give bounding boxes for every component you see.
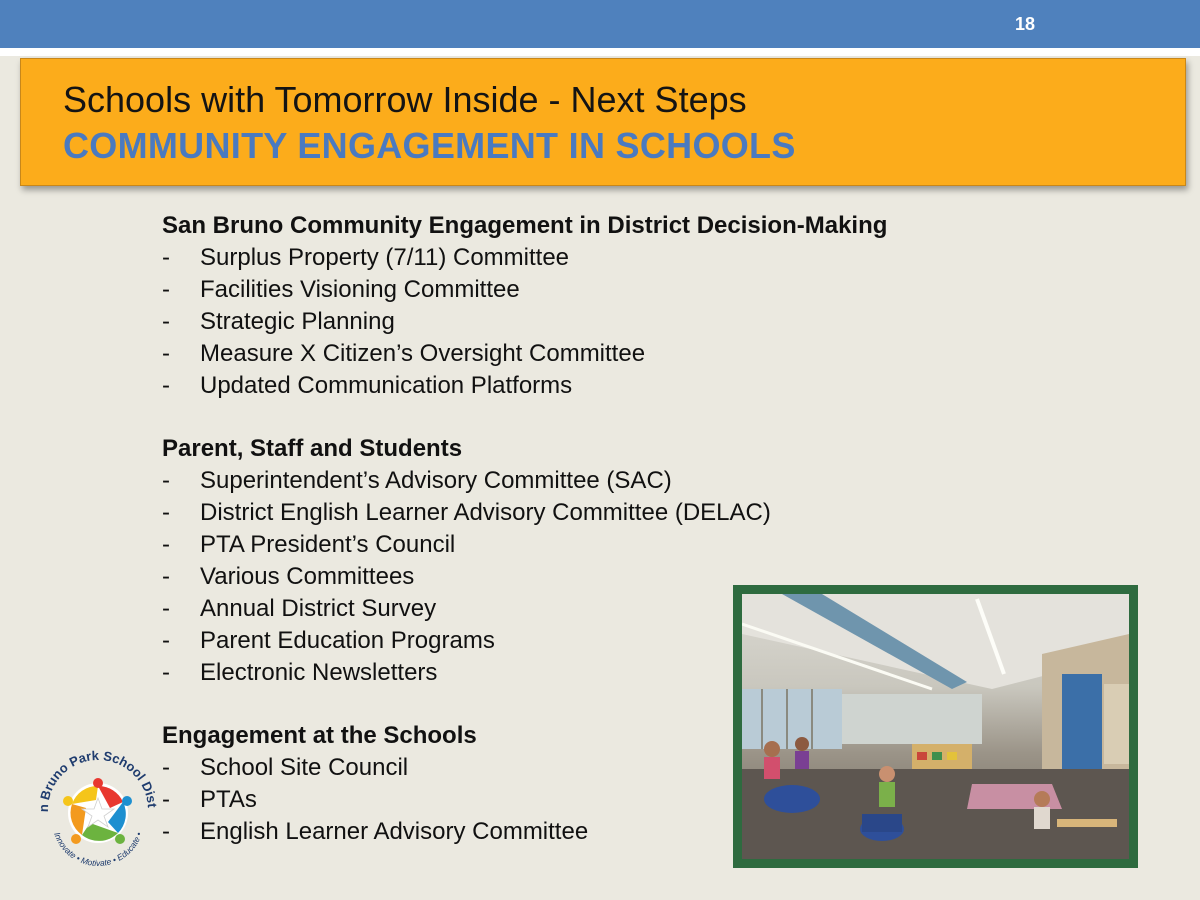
list-item: - Strategic Planning: [162, 308, 395, 335]
list-item: - School Site Council: [162, 754, 409, 781]
section-heading: San Bruno Community Engagement in District Decision-Making: [162, 212, 888, 239]
classroom-photo: [742, 594, 1129, 859]
classroom-illustration: [742, 594, 1129, 859]
title-box: [20, 58, 1186, 186]
section-heading: Parent, Staff and Students: [162, 435, 463, 462]
svg-text:San Bruno Park School District: n Bruno Park School Dist: [35, 747, 160, 813]
list-item: - District English Learner Advisory Committee (DELAC): [162, 499, 771, 526]
list-item: - Annual District Survey: [162, 595, 437, 622]
list-item: - PTAs: [162, 786, 257, 813]
slide-number: 18: [1014, 14, 1036, 34]
list-item: - Surplus Property (7/11) Committee: [162, 244, 570, 271]
list-item: - Facilities Visioning Committee: [162, 276, 520, 303]
section-heading: Engagement at the Schools: [162, 722, 477, 749]
district-logo: [30, 738, 165, 873]
list-item: - Various Committees: [162, 563, 415, 590]
list-item: - Updated Communication Platforms: [162, 372, 573, 399]
header-divider: [0, 48, 1200, 56]
list-item: - Parent Education Programs: [162, 627, 495, 654]
list-item: - English Learner Advisory Committee: [162, 818, 589, 845]
classroom-photo-frame: [733, 585, 1138, 868]
list-item: - Electronic Newsletters: [162, 659, 438, 686]
slide-title: Schools with Tomorrow Inside - Next Steps: [63, 79, 747, 120]
list-item: - PTA President’s Council: [162, 531, 456, 558]
list-item: - Superintendent’s Advisory Committee (SAC): [162, 467, 672, 494]
district-logo-graphic: [30, 738, 165, 873]
svg-text:Innovate • Motivate • Educate: Innovate • Motivate • Educate •: [52, 830, 144, 869]
slide-subtitle: COMMUNITY ENGAGEMENT IN SCHOOLS: [63, 125, 796, 166]
list-item: - Measure X Citizen’s Oversight Committee: [162, 340, 646, 367]
section-decision-making: [162, 210, 982, 402]
